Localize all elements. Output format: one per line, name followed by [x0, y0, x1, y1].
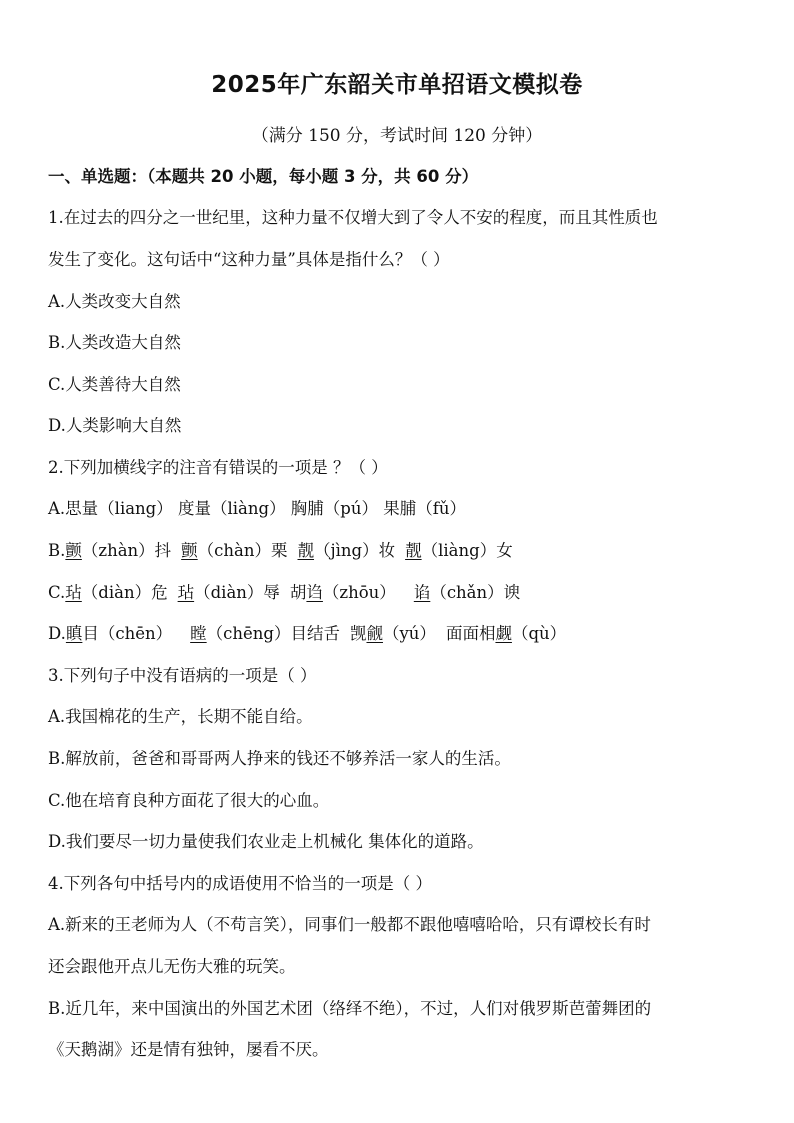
q1-option-d: D.人类影响大自然 — [48, 416, 182, 435]
q2-stem: 2.下列加横线字的注音有错误的一项是 ？（ ） — [48, 458, 388, 477]
q1-option-a: A.人类改变大自然 — [48, 292, 181, 311]
plain-char: 觊 — [349, 624, 367, 643]
q3-option-c: C.他在培育良种方面花了很大的心血。 — [48, 791, 330, 810]
q2-option-c — [48, 579, 520, 603]
underlined-char: 颤 — [181, 541, 198, 560]
q4-option-b-line2: 《天鹅湖》还是情有独钟，屡看不厌。 — [48, 1040, 329, 1059]
q2-option-a: A.思量（liang） 度量（liàng） 胸脯（pú） 果脯（fǔ） — [48, 499, 466, 518]
q3-option-a: A.我国棉花的生产，长期不能自给。 — [48, 707, 313, 726]
option-prefix: C. — [48, 583, 66, 602]
underlined-char: 玷 — [65, 583, 82, 602]
underlined-char: 靓 — [405, 541, 422, 560]
underlined-char: 觎 — [366, 624, 383, 643]
exam-title: 2025年广东韶关市单招语文模拟卷 — [211, 72, 583, 98]
q1-stem-line1: 1.在过去的四分之一世纪里，这种力量不仅增大到了令人不安的程度，而且其性质也 — [48, 208, 658, 227]
underlined-char: 谄 — [413, 583, 431, 602]
pinyin-word: （zhōu） — [322, 583, 396, 602]
underlined-char: 瞠 — [190, 624, 207, 643]
q1-option-b: B.人类改造大自然 — [48, 333, 181, 352]
underlined-char: 颤 — [65, 541, 82, 560]
q4-option-a-line2: 还会跟他开点儿无伤大雅的玩笑。 — [48, 957, 296, 976]
q3-stem: 3.下列句子中没有语病的一项是（ ） — [48, 666, 317, 685]
underlined-char: 靓 — [297, 541, 315, 560]
option-prefix: D. — [48, 624, 66, 643]
pinyin-word: （qù） — [511, 624, 567, 643]
q3-option-d: D.我们要尽一切力量使我们农业走上机械化 集体化的道路。 — [48, 832, 484, 851]
underlined-char: 玷 — [177, 583, 195, 602]
q2-option-d — [48, 620, 566, 644]
plain-char: 面面相 — [445, 624, 496, 643]
plain-char: 胡 — [289, 583, 307, 602]
q4-option-a-line1: A.新来的王老师为人（不苟言笑），同事们一般都不跟他嘻嘻哈哈，只有谭校长有时 — [48, 915, 651, 934]
pinyin-word: （chēng）目结舌 — [206, 624, 340, 643]
section-heading: 一、单选题：（本题共 20 小题，每小题 3 分，共 60 分） — [48, 167, 479, 186]
q3-option-b: B.解放前，爸爸和哥哥两人挣来的钱还不够养活一家人的生活。 — [48, 749, 511, 768]
pinyin-word: （jìng）妆 — [314, 541, 396, 560]
q2-option-b — [48, 537, 513, 561]
option-prefix: B. — [48, 541, 66, 560]
underlined-char: 觑 — [495, 624, 512, 643]
q4-stem: 4.下列各句中括号内的成语使用不恰当的一项是（ ） — [48, 874, 432, 893]
pinyin-word: （chàn）栗 — [197, 541, 288, 560]
underlined-char: 瞋 — [65, 624, 83, 643]
q1-option-c: C.人类善待大自然 — [48, 375, 181, 394]
pinyin-word: （diàn）辱 — [194, 583, 280, 602]
exam-subtitle: （满分 150 分，考试时间 120 分钟） — [251, 126, 543, 146]
q4-option-b-line1: B.近几年，来中国演出的外国艺术团（络绎不绝），不过，人们对俄罗斯芭蕾舞团的 — [48, 999, 652, 1018]
pinyin-word: （diàn）危 — [81, 583, 168, 602]
pinyin-word: 目（chēn） — [82, 624, 173, 643]
underlined-char: 诌 — [306, 583, 323, 602]
q1-stem-line2: 发生了变化。这句话中“这种力量”具体是指什么？（ ） — [48, 250, 450, 269]
pinyin-word: （chǎn）谀 — [430, 583, 521, 602]
pinyin-word: （zhàn）抖 — [81, 541, 172, 560]
pinyin-word: （yú） — [382, 624, 436, 643]
pinyin-word: （liàng）女 — [421, 541, 513, 560]
